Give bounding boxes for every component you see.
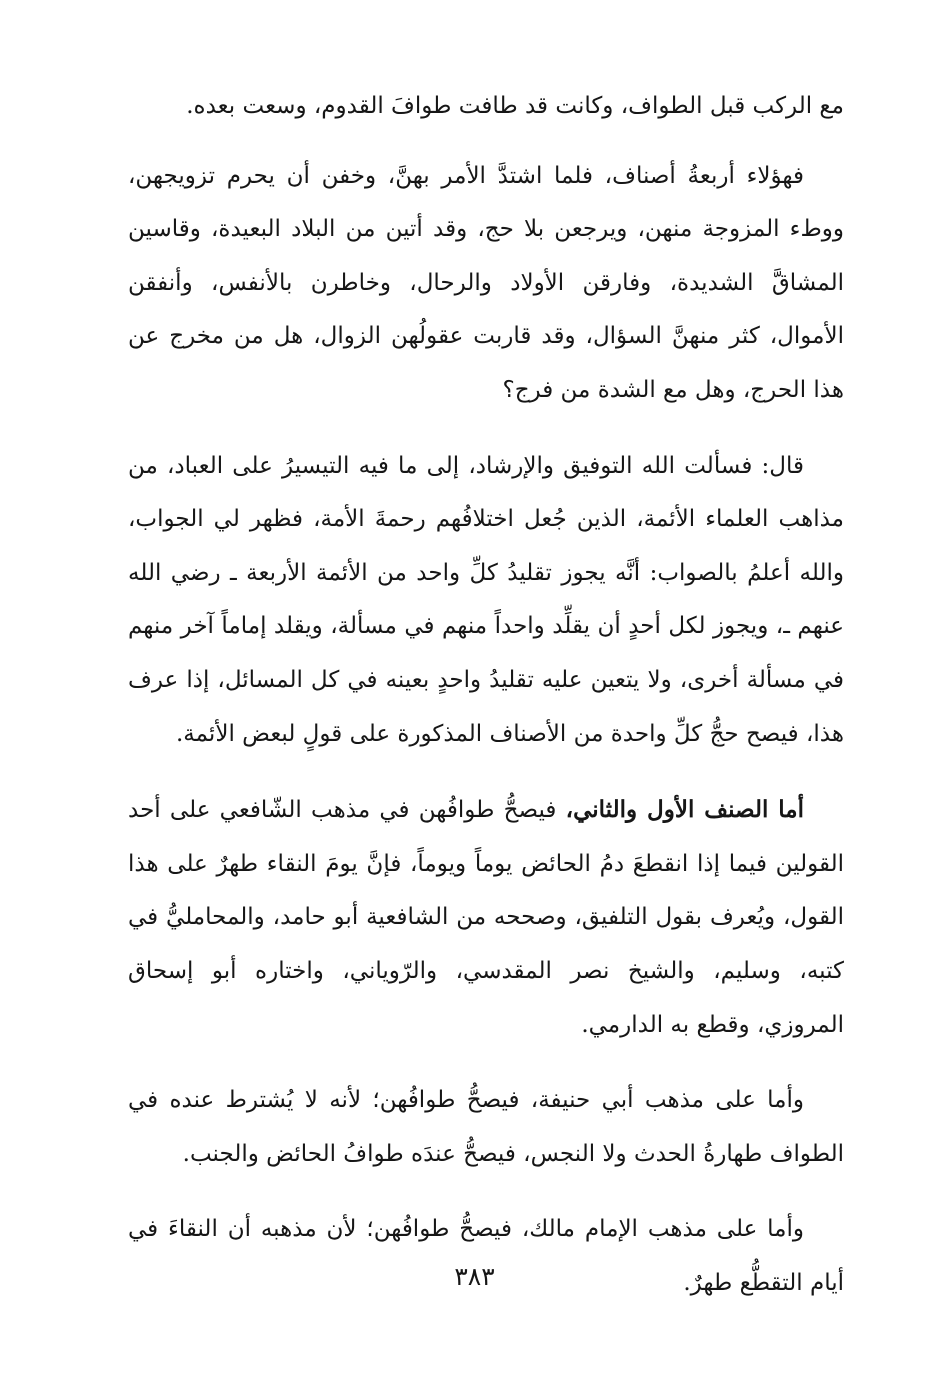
paragraph-1-text: مع الركب قبل الطواف، وكانت قد طافت طوافَ القدوم، وسعت بعده.	[186, 93, 844, 119]
paragraph-4-text: فيصحُّ طوافُهن في مذهب الشّافعي على أحد القولين فيما إذا انقطعَ دمُ الحائض يوماً ويوماً، فإنَّ يومَ النقاء طهرٌ على هذا القول، ويُعرف بقول التلفيق، وصححه من الشافعية أبو حامد، والمحامليُّ في كتبه، وسليم، والشيخ نصر المقدسي، والرّوياني، واختاره أبو إسحاق المروزي، وقطع به الدارمي.	[128, 797, 844, 1038]
paragraph-3-text: قال: فسألت الله التوفيق والإرشاد، إلى ما فيه التيسيرُ على العباد، من مذاهب العلماء الأئمة، الذين جُعل اختلافُهم رحمةَ الأمة، فظهر لي الجواب، والله أعلمُ بالصواب: أنَّه يجوز تقليدُ كلِّ واحد من الأئمة الأربعة ـ رضي الله عنهم ـ، ويجوز لكل أحدٍ أن يقلِّد واحداً منهم في مسألة، ويقلد إماماً آخر منهم في مسألة أخرى، ولا يتعين عليه تقليدُ واحدٍ بعينه في كل المسائل، إذا عرف هذا، فيصح حجُّ كلِّ واحدة من الأصناف المذكورة على قولٍ لبعض الأئمة.	[128, 452, 844, 747]
paragraph-6-text: وأما على مذهب الإمام مالك، فيصحُّ طوافُهن؛ لأن مذهبه أن النقاءَ في أيام التقطُّع طهرٌ.	[128, 1216, 844, 1296]
paragraph-4-heading: أما الصنف الأول والثاني،	[565, 796, 804, 824]
paragraph-5	[128, 1074, 844, 1181]
paragraph-4	[128, 783, 844, 1052]
paragraph-6	[128, 1203, 844, 1310]
paragraph-2-text: فهؤلاء أربعةُ أصناف، فلما اشتدَّ الأمر بهنَّ، وخفن أن يحرم تزويجهن، ووطء المزوجة منهن، ويرجعن بلا حج، وقد أتين من البلاد البعيدة، وقاسين المشاقَّ الشديدة، وفارقن الأولاد والرحال، وخاطرن بالأنفس، وأنفقن الأموال، كثر منهنَّ السؤال، وقد قاربت عقولُهن الزوال، هل من مخرج عن هذا الحرج، وهل مع الشدة من فرج؟	[128, 162, 844, 403]
page-body	[128, 80, 844, 1332]
page-number: ٣٨٣	[454, 1262, 495, 1291]
paragraph-5-text: وأما على مذهب أبي حنيفة، فيصحُّ طوافُهن؛ لأنه لا يُشترط عنده في الطواف طهارةُ الحدث ولا النجس، فيصحُّ عندَه طوافُ الحائض والجنب.	[128, 1087, 844, 1167]
paragraph-1	[128, 80, 844, 134]
paragraph-3	[128, 440, 844, 762]
paragraph-2	[128, 150, 844, 418]
